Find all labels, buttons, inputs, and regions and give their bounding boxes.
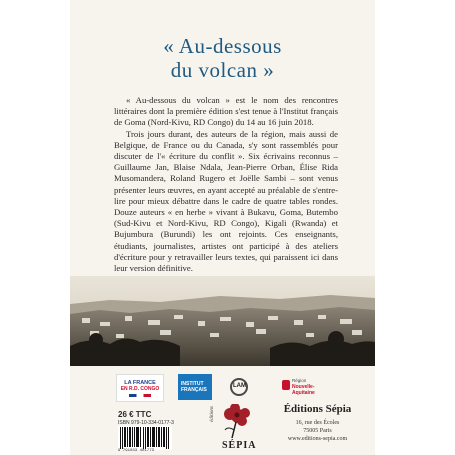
france-congo-logo-line-2: EN R.D. CONGO [120, 386, 160, 392]
sepia-logo-small-text: éditions [210, 406, 215, 422]
sepia-flower-icon [208, 404, 260, 440]
isbn: ISBN 979-10-334-0177-3 [118, 420, 174, 426]
sepia-logo-text: SÉPIA [222, 440, 257, 451]
barcode [118, 426, 172, 450]
region-logo-line-1: Région [292, 378, 307, 383]
france-congo-logo-line-1: LA FRANCE [124, 380, 156, 386]
publisher-address-2: 75005 Paris [303, 428, 332, 434]
barcode-number: 9 791033 401773 [118, 449, 155, 453]
price: 26 € TTC [118, 410, 152, 419]
lam-logo [230, 378, 258, 396]
sepia-logo [208, 404, 260, 452]
publisher-address-1: 16, rue des Écoles [295, 420, 340, 426]
institut-francais-logo [178, 374, 212, 400]
france-congo-logo [116, 374, 164, 402]
book-back-cover [70, 0, 375, 455]
publisher-website: www.editions-sepia.com [287, 436, 348, 442]
region-logo-line-3: Aquitaine [292, 390, 315, 396]
title-line-2: du volcan » [170, 58, 275, 82]
aquitaine-emblem-icon [282, 380, 290, 390]
region-logo-line-2: Nouvelle- [292, 384, 315, 390]
lam-logo-text: LAM [233, 383, 246, 389]
goma-cityscape-photo [70, 276, 375, 366]
nouvelle-aquitaine-logo [282, 376, 326, 400]
institut-logo-line-1: INSTITUT [181, 381, 204, 387]
blurb-paragraph-1: « Au-dessous du volcan » est le nom des rencontres littéraires dont la première édition s'est tenue à l'Institut français de Goma (Nord-Kivu, RD Congo) du 14 au 16 juin 2018. [114, 95, 338, 128]
publisher-name: Éditions Sépia [283, 403, 352, 415]
blurb-paragraph-2: Trois jours durant, des auteurs de la région, mais aussi de Belgique, de France ou du Canada, s'y sont rassemblés pour discuter de l'« écriture du conflit ». Six écrivains reconnus – Guillaume Jan, Blaise Ndala, Jean-Pierre Orban, Élise Rida Musomandera, Roland Rugero et Joëlle Sambi – sont venus présenter leurs œuvres, en ayant accepté au préalable de s'entre-lire pour mieux débattre dans le cadre de quatre tables rondes. Douze auteurs « en herbe » vivant à Bukavu, Goma, Butembo (Sud-Kivu et Nord-Kivu, RD Congo), Kigali (Rwanda) et Bujumbura (Burundi) les ont rejoints. Ces enseignants, étudiants, journalistes, artistes ont participé à des ateliers d'écriture pour y retravailler leurs textes, qui paraissent ici dans leur version définitive. [114, 128, 338, 274]
title-line-1: « Au-dessous [163, 34, 282, 58]
institut-logo-line-2: FRANÇAIS [181, 387, 207, 393]
partner-logos [70, 374, 375, 402]
publisher-info [270, 403, 365, 443]
